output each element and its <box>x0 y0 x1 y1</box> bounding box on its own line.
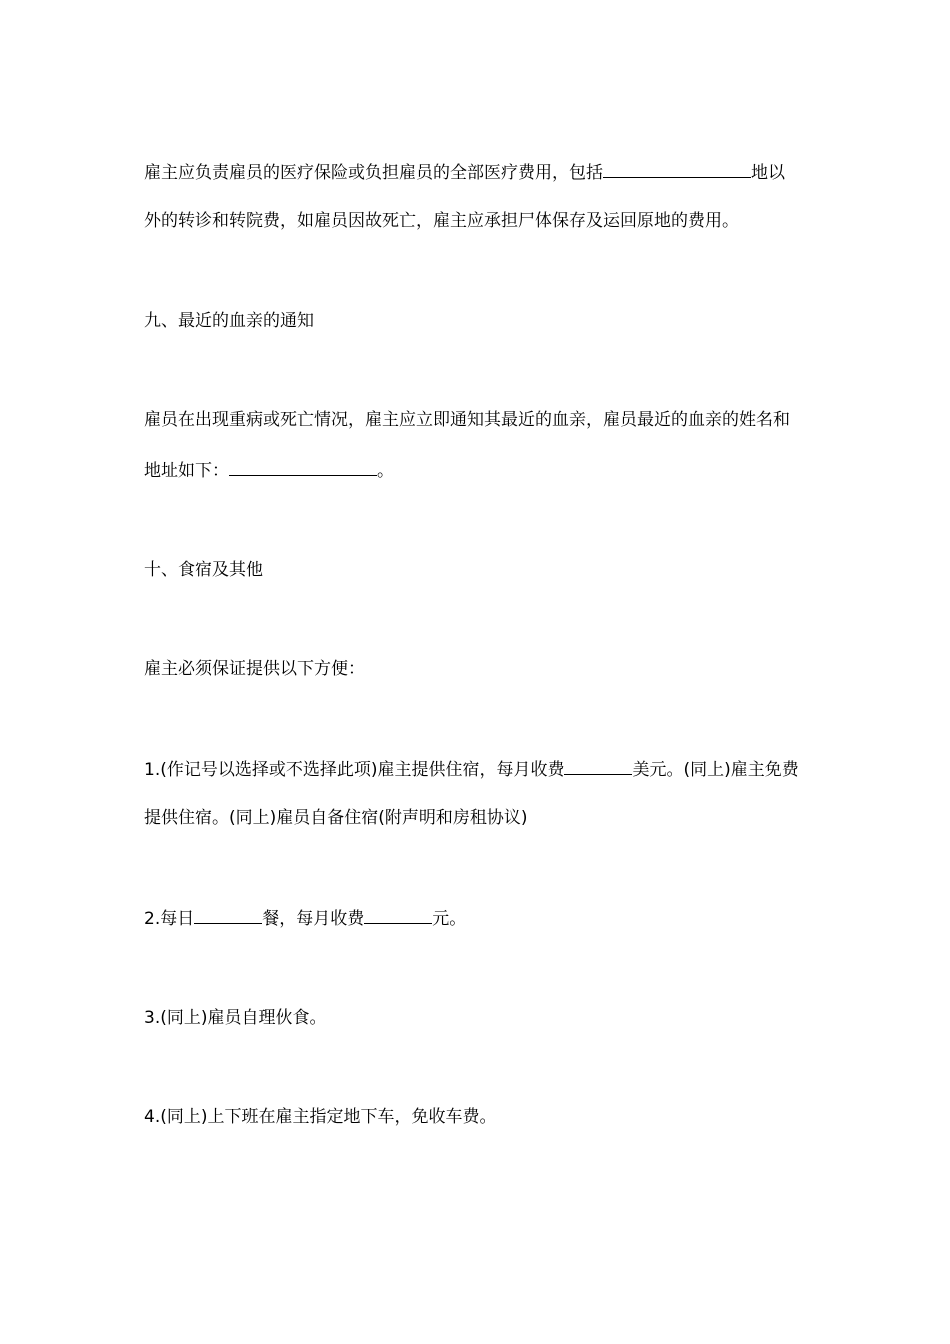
section-10-heading <box>144 558 263 582</box>
fill-in-blank <box>229 458 377 476</box>
section-10-intro <box>144 657 365 681</box>
item-3-text: 3.(同上)雇员自理伙食。 <box>144 1008 327 1028</box>
fill-in-blank <box>564 757 632 775</box>
medical-text-1a: 雇主应负责雇员的医疗保险或负担雇员的全部医疗费用，包括 <box>144 163 603 183</box>
item-2 <box>144 906 466 931</box>
medical-paragraph-line-1 <box>144 160 785 185</box>
medical-text-1b: 地以 <box>751 163 785 183</box>
item-2-text-c: 元。 <box>432 909 467 929</box>
item-1-line-1 <box>144 757 799 782</box>
medical-paragraph-line-2 <box>144 209 739 233</box>
item-2-text-a: 2.每日 <box>144 909 195 929</box>
section-9-text-1: 雇员在出现重病或死亡情况，雇主应立即通知其最近的血亲，雇员最近的血亲的姓名和 <box>144 410 790 430</box>
fill-in-blank <box>603 160 751 178</box>
section-9-heading <box>144 309 314 333</box>
medical-text-2: 外的转诊和转院费，如雇员因故死亡，雇主应承担尸体保存及运回原地的费用。 <box>144 211 739 231</box>
item-3 <box>144 1006 326 1030</box>
section-10-intro-text: 雇主必须保证提供以下方便： <box>144 659 365 679</box>
item-1-text-a: 1.(作记号以选择或不选择此项)雇主提供住宿，每月收费 <box>144 760 565 780</box>
section-9-text-2b: 。 <box>377 461 394 481</box>
section-9-paragraph-line-2 <box>144 458 394 483</box>
item-2-text-b: 餐，每月收费 <box>262 909 365 929</box>
section-9-heading-text: 九、最近的血亲的通知 <box>144 311 314 331</box>
item-4-text: 4.(同上)上下班在雇主指定地下车，免收车费。 <box>144 1107 497 1127</box>
item-4 <box>144 1105 496 1129</box>
section-10-heading-text: 十、食宿及其他 <box>144 560 263 580</box>
section-9-paragraph-line-1 <box>144 408 790 432</box>
fill-in-blank <box>364 906 432 924</box>
section-9-text-2a: 地址如下： <box>144 461 229 481</box>
fill-in-blank <box>194 906 262 924</box>
item-1-text-b: 美元。(同上)雇主免费 <box>632 760 799 780</box>
item-1-line-2 <box>144 806 528 830</box>
item-1-text-line-2: 提供住宿。(同上)雇员自备住宿(附声明和房租协议) <box>144 808 528 828</box>
